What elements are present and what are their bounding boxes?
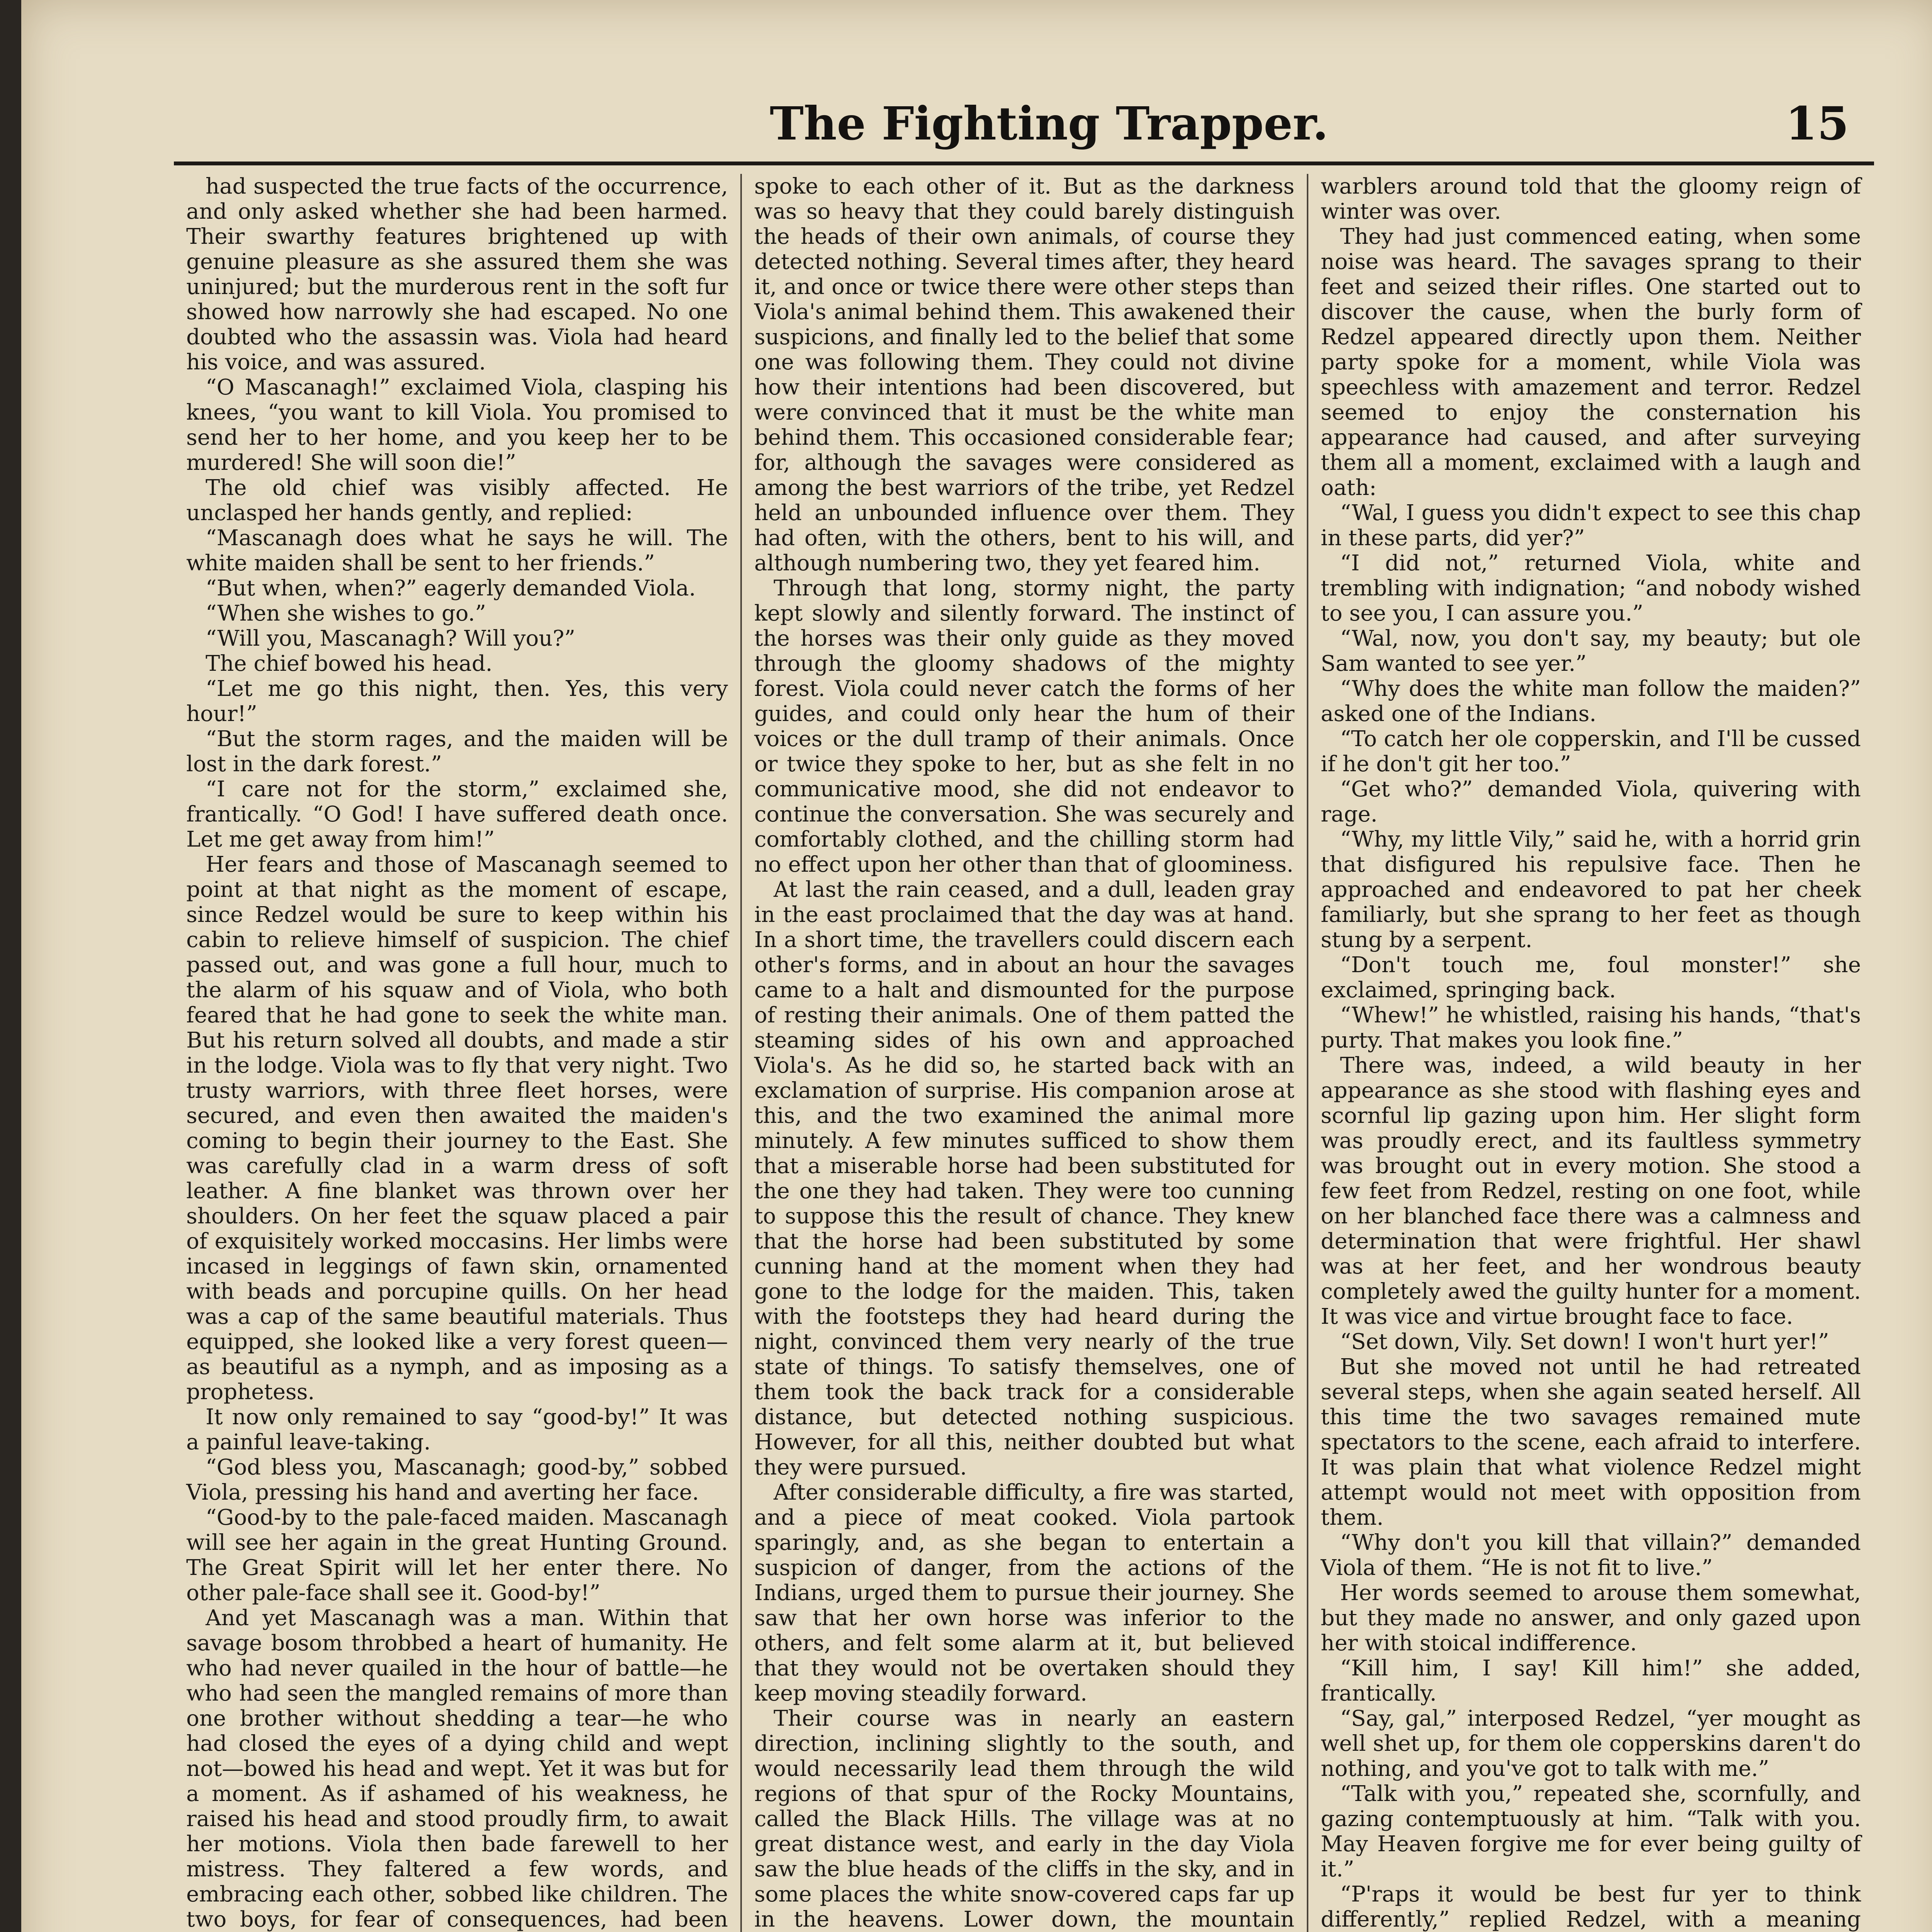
text-column-1 [174,174,740,1932]
paragraph: “P'raps it would be best fur yer to think differently,” replied Redzel, with a meaning [1321,1882,1861,1932]
paragraph: Her words seemed to arouse them somewhat, but they made no answer, and only gazed upon her with stoical indifference. [1321,1580,1861,1656]
paragraph: “Set down, Vily. Set down! I won't hurt yer!” [1340,1329,1829,1354]
paragraph: Their course was in nearly an eastern direction, inclining slightly to the south, and would necessarily lead them through the wild regions of that spur of the Rocky Mountains, called the Black Hills. The village was at no great distance west, and early in the day Viola saw the blue heads of the cliffs in the sky, and in some places the white snow-covered caps far up in the heavens. Lower down, the mountain [754,1706,1294,1932]
paragraph: It now only remained to say “good-by!” It was a painful leave-taking. [186,1405,728,1455]
paragraph: There was, indeed, a wild beauty in her appearance as she stood with flashing eyes and scornful lip gazing upon him. Her slight form was proudly erect, and its faultless symmetry was brought out in every motion. She stood a few feet from Redzel, resting on one foot, while on her blanched face there was a calmness and determination that were frightful. Her shawl was at her feet, and her wondrous beauty completely awed the guilty hunter for a moment. It was vice and virtue brought face to face. [1321,1053,1861,1329]
paragraph: “Don't touch me, foul monster!” she exclaimed, springing back. [1321,952,1861,1003]
paragraph: “Wal, I guess you didn't expect to see this chap in these parts, did yer?” [1321,500,1861,551]
paragraph: “Whew!” he whistled, raising his hands, “that's purty. That makes you look fine.” [1321,1003,1861,1053]
paragraph: After considerable difficulty, a fire was started, and a piece of meat cooked. Viola partook sparingly, and, as she began to entertain a suspicion of danger, from the actions of the Indians, urged them to pursue their journey. She saw that her own horse was inferior to the others, and felt some alarm at it, but believed that they would not be overtaken should they keep moving steadily forward. [754,1480,1294,1706]
paragraph: Her fears and those of Mascanagh seemed to point at that night as the moment of escape, since Redzel would be sure to keep within his cabin to relieve himself of suspicion. The chief passed out, and was gone a full hour, much to the alarm of his squaw and of Viola, who both feared that he had gone to seek the white man. But his return solved all doubts, and made a stir in the lodge. Viola was to fly that very night. Two trusty warriors, with three fleet horses, were secured, and even then awaited the maiden's coming to begin their journey to the East. She was carefully clad in a warm dress of soft leather. A fine blanket was thrown over her shoulders. On her feet the squaw placed a pair of exquisitely worked moccasins. Her limbs were incased in leggings of fawn skin, ornamented with beads and porcupine quills. On her head was a cap of the same beautiful materials. Thus equipped, she looked like a very forest queen—as beautiful as a nymph, and as imposing as a prophetess. [186,852,728,1405]
newspaper-page [21,0,1932,1932]
paragraph: “Let me go this night, then. Yes, this very hour!” [186,676,728,726]
paragraph: “Kill him, I say! Kill him!” she added, frantically. [1321,1656,1861,1706]
text-columns [174,174,1874,1932]
page-title: The Fighting Trapper. [770,97,1328,150]
paragraph: had suspected the true facts of the occurrence, and only asked whether she had been harmed. Their swarthy features brightened up with genuine pleasure as she assured them she was uninjured; but the murderous rent in the soft fur showed how narrowly she had escaped. No one doubted who the assassin was. Viola had heard his voice, and was assured. [186,174,728,375]
paragraph: “But the storm rages, and the maiden will be lost in the dark forest.” [186,726,728,777]
paragraph: But she moved not until he had retreated several steps, when she again seated herself. All this time the two savages remained mute spectators to the scene, each afraid to interfere. It was plain that what violence Redzel might attempt would not meet with opposition from them. [1321,1354,1861,1530]
header-rule [174,162,1874,165]
paragraph: “Will you, Mascanagh? Will you?” [206,626,575,651]
paragraph: “O Mascanagh!” exclaimed Viola, clasping his knees, “you want to kill Viola. You promised to send her to her home, and you keep her to be murdered! She will soon die!” [186,375,728,475]
text-column-2 [740,174,1307,1932]
paragraph: “When she wishes to go.” [206,601,486,626]
paragraph: “God bless you, Mascanagh; good-by,” sobbed Viola, pressing his hand and averting her face. [186,1455,728,1505]
paragraph: Through that long, stormy night, the party kept slowly and silently forward. The instinct of the horses was their only guide as they moved through the gloomy shadows of the mighty forest. Viola could never catch the forms of her guides, and could only hear the hum of their voices or the dull tramp of their animals. Once or twice they spoke to her, but as she felt in no communicative mood, she did not endeavor to continue the conversation. She was securely and comfortably clothed, and the chilling storm had no effect upon her other than that of gloominess. [754,576,1294,877]
paragraph: “Wal, now, you don't say, my beauty; but ole Sam wanted to see yer.” [1321,626,1861,676]
paragraph: “Why does the white man follow the maiden?” asked one of the Indians. [1321,676,1861,726]
paragraph: “Get who?” demanded Viola, quivering with rage. [1321,777,1861,827]
page-header [21,0,1932,170]
page-number: 15 [1785,97,1849,150]
paragraph: “To catch her ole copperskin, and I'll be cussed if he don't git her too.” [1321,726,1861,777]
paragraph: “Good-by to the pale-faced maiden. Mascanagh will see her again in the great Hunting Ground. The Great Spirit will let her enter there. No other pale-face shall see it. Good-by!” [186,1505,728,1605]
paragraph: At last the rain ceased, and a dull, leaden gray in the east proclaimed that the day was at hand. In a short time, the travellers could discern each other's forms, and in about an hour the savages came to a halt and dismounted for the purpose of resting their animals. One of them patted the steaming sides of his own and approached Viola's. As he did so, he started back with an exclamation of surprise. His companion arose at this, and the two examined the animal more minutely. A few minutes sufficed to show them that a miserable horse had been substituted for the one they had taken. They were too cunning to suppose this the result of chance. They knew that the horse had been substituted by some cunning hand at the moment when they had gone to the lodge for the maiden. This, taken with the footsteps they had heard during the night, convinced them very nearly of the true state of things. To satisfy themselves, one of them took the back track for a considerable distance, but detected nothing suspicious. However, for all this, neither doubted but what they were pursued. [754,877,1294,1480]
text-column-3 [1307,174,1873,1932]
paragraph: “Why don't you kill that villain?” demanded Viola of them. “He is not fit to live.” [1321,1530,1861,1580]
paragraph: The chief bowed his head. [206,651,493,676]
paragraph: “Why, my little Vily,” said he, with a horrid grin that disfigured his repulsive face. Then he approached and endeavored to pat her cheek familiarly, but she sprang to her feet as though stung by a serpent. [1321,827,1861,952]
paragraph: The old chief was visibly affected. He unclasped her hands gently, and replied: [186,475,728,526]
paragraph: “I care not for the storm,” exclaimed she, frantically. “O God! I have suffered death once. Let me get away from him!” [186,777,728,852]
paragraph: “Talk with you,” repeated she, scornfully, and gazing contemptuously at him. “Talk with you. May Heaven forgive me for ever being guilty of it.” [1321,1781,1861,1882]
paragraph: “Say, gal,” interposed Redzel, “yer mought as well shet up, for them ole copperskins daren't do nothing, and you've got to talk with me.” [1321,1706,1861,1781]
paragraph: “Mascanagh does what he says he will. The white maiden shall be sent to her friends.” [186,526,728,576]
paragraph: warblers around told that the gloomy reign of winter was over. [1321,174,1861,224]
paragraph: They had just commenced eating, when some noise was heard. The savages sprang to their feet and seized their rifles. One started out to discover the cause, when the burly form of Redzel appeared directly upon them. Neither party spoke for a moment, while Viola was speechless with amazement and terror. Redzel seemed to enjoy the consternation his appearance had caused, and after surveying them all a moment, exclaimed with a laugh and oath: [1321,224,1861,500]
paragraph: “I did not,” returned Viola, white and trembling with indignation; “and nobody wished to see you, I can assure you.” [1321,551,1861,626]
paragraph: spoke to each other of it. But as the darkness was so heavy that they could barely distinguish the heads of their own animals, of course they detected nothing. Several times after, they heard it, and once or twice there were other steps than Viola's animal behind them. This awakened their suspicions, and finally led to the belief that some one was following them. They could not divine how their intentions had been discovered, but were convinced that it must be the white man behind them. This occasioned considerable fear; for, although the savages were considered as among the best warriors of the tribe, yet Redzel held an unbounded influence over them. They had often, with the others, bent to his will, and although numbering two, they yet feared him. [754,174,1294,576]
paragraph: And yet Mascanagh was a man. Within that savage bosom throbbed a heart of humanity. He who had never quailed in the hour of battle—he who had seen the mangled remains of more than one brother without shedding a tear—he who had closed the eyes of a dying child and wept not—bowed his head and wept. Yet it was but for a moment. As if ashamed of his weakness, he raised his head and stood proudly firm, to await her motions. Viola then bade farewell to her mistress. They faltered a few words, and embracing each other, sobbed like children. The two boys, for fear of consequences, had been [186,1605,728,1932]
paragraph: “But when, when?” eagerly demanded Viola. [206,576,696,601]
